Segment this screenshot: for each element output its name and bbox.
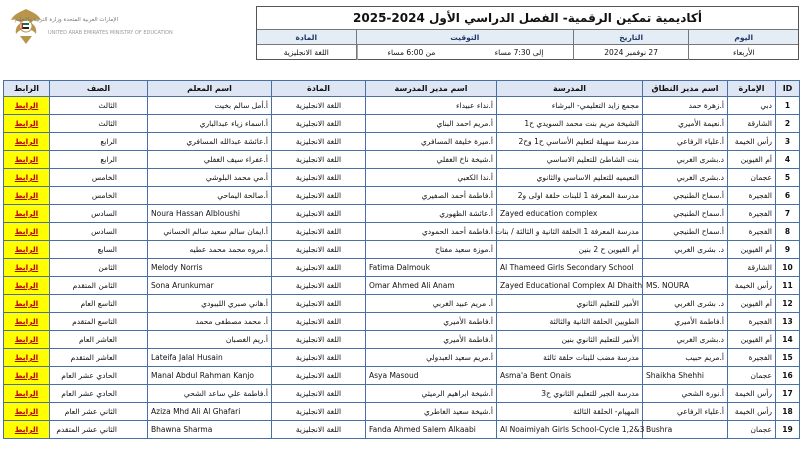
row-teacher: أ.عفراء سيف الغفلي bbox=[148, 151, 272, 169]
row-id: 15 bbox=[776, 349, 800, 367]
row-principal: أ.ندا الكعبي bbox=[366, 169, 497, 187]
row-school: الأمير للتعليم الثانوي bbox=[497, 295, 643, 313]
row-id: 13 bbox=[776, 313, 800, 331]
table-row bbox=[4, 367, 800, 385]
row-grade: الرابع bbox=[50, 133, 148, 151]
row-subject: اللغة الانجليزية bbox=[272, 97, 366, 115]
row-teacher: أ.ايمان سالم سعيد سالم الحساني bbox=[148, 223, 272, 241]
row-school: النعيميه للتعليم الاساسي والثانوي bbox=[497, 169, 643, 187]
ministry-logo bbox=[2, 2, 173, 52]
col-header-grade: الصف bbox=[50, 81, 148, 97]
row-emirate: الفجيرة bbox=[728, 313, 776, 331]
row-subject: اللغة الانجليزية bbox=[272, 241, 366, 259]
row-zone-manager: أ.نورة الشحي bbox=[643, 385, 728, 403]
row-grade: التاسع المتقدم bbox=[50, 313, 148, 331]
row-grade: التاسع العام bbox=[50, 295, 148, 313]
page-title: أكاديمية تمكين الرقمية- الفصل الدراسي الأول 2024-2025 bbox=[353, 11, 702, 25]
row-zone-manager: Shaikha Shehhi bbox=[643, 367, 728, 385]
row-zone-manager: أ.سماح الطنيجي bbox=[643, 223, 728, 241]
row-zone-manager: د. بشرى الغربي bbox=[643, 241, 728, 259]
row-zone-manager: أ.علياء الرفاعي bbox=[643, 403, 728, 421]
row-id: 12 bbox=[776, 295, 800, 313]
table-row bbox=[4, 115, 800, 133]
row-link-cell bbox=[4, 187, 50, 205]
table-row bbox=[4, 295, 800, 313]
row-teacher: أ.عائشة عبدالله المسافري bbox=[148, 133, 272, 151]
col-header-link: الرابط bbox=[4, 81, 50, 97]
row-grade: العاشر العام bbox=[50, 331, 148, 349]
row-grade: الثالث bbox=[50, 115, 148, 133]
col-header-subject: المادة bbox=[272, 81, 366, 97]
session-info-values bbox=[257, 44, 798, 60]
session-link[interactable]: الرابط bbox=[4, 385, 49, 402]
row-teacher: أ.فاطمة علي ساعد الشحي bbox=[148, 385, 272, 403]
row-subject: اللغة الانجليزية bbox=[272, 349, 366, 367]
row-zone-manager: د.بشرى الغربي bbox=[643, 331, 728, 349]
row-principal: أ. مريم عبيد الغربي bbox=[366, 295, 497, 313]
row-school: مدرسة المعرفة 1 الحلقة الثانية و الثالثة / بنات bbox=[497, 223, 643, 241]
table-row bbox=[4, 385, 800, 403]
row-school: مدرسة الجير للتعليم الثانوي ح3 bbox=[497, 385, 643, 403]
row-teacher: Aziza Mhd Ali Al Ghafari bbox=[148, 403, 272, 421]
row-school: المهيام- الحلقة الثالثة bbox=[497, 403, 643, 421]
row-teacher: أ. محمد مصطفى محمد bbox=[148, 313, 272, 331]
row-subject: اللغة الانجليزية bbox=[272, 169, 366, 187]
row-grade: السابع bbox=[50, 241, 148, 259]
row-principal: أ.فاطمة الأميري bbox=[366, 331, 497, 349]
row-principal: أ.مريم احمد البناي bbox=[366, 115, 497, 133]
row-subject: اللغة الانجليزية bbox=[272, 223, 366, 241]
row-principal: Fatima Dalmouk bbox=[366, 259, 497, 277]
row-id: 8 bbox=[776, 223, 800, 241]
row-school: Al Thameed Girls Secondary School bbox=[497, 259, 643, 277]
row-link-cell bbox=[4, 367, 50, 385]
row-teacher: أ.اسماء زياء عبدالباري bbox=[148, 115, 272, 133]
row-subject: اللغة الانجليزية bbox=[272, 115, 366, 133]
table-row bbox=[4, 313, 800, 331]
row-principal: Fanda Ahmed Salem Alkaabi bbox=[366, 421, 497, 439]
row-subject: اللغة الانجليزية bbox=[272, 313, 366, 331]
session-link[interactable]: الرابط bbox=[4, 187, 49, 204]
row-grade: الثاني عشر العام bbox=[50, 403, 148, 421]
row-emirate: رأس الخيمة bbox=[728, 385, 776, 403]
row-principal: أ.شيخة ناخ الغفلي bbox=[366, 151, 497, 169]
logo-text-english: UNITED ARAB EMIRATES MINISTRY OF EDUCATION bbox=[48, 30, 173, 36]
row-zone-manager: د.بشرى الغربي bbox=[643, 151, 728, 169]
row-grade: الثامن bbox=[50, 259, 148, 277]
row-zone-manager: أ.زهرة حمد bbox=[643, 97, 728, 115]
row-emirate: أم القيوين bbox=[728, 295, 776, 313]
row-id: 6 bbox=[776, 187, 800, 205]
session-link[interactable]: الرابط bbox=[4, 259, 49, 276]
row-zone-manager: أ.سماح الطنيجي bbox=[643, 187, 728, 205]
row-subject: اللغة الانجليزية bbox=[272, 403, 366, 421]
row-subject: اللغة الانجليزية bbox=[272, 277, 366, 295]
row-link-cell bbox=[4, 205, 50, 223]
session-link[interactable]: الرابط bbox=[4, 151, 49, 168]
session-link[interactable]: الرابط bbox=[4, 349, 49, 366]
row-link-cell bbox=[4, 169, 50, 187]
table-row bbox=[4, 223, 800, 241]
row-zone-manager: أ.مريم حبيب bbox=[643, 349, 728, 367]
row-emirate: الشارقة bbox=[728, 115, 776, 133]
table-row bbox=[4, 259, 800, 277]
row-zone-manager bbox=[643, 259, 728, 277]
col-header-teacher: اسم المعلم bbox=[148, 81, 272, 97]
row-teacher: أ.مروه محمد محمد عطيه bbox=[148, 241, 272, 259]
row-id: 17 bbox=[776, 385, 800, 403]
row-subject: اللغة الانجليزية bbox=[272, 259, 366, 277]
row-emirate: دبي bbox=[728, 97, 776, 115]
row-school: مدرسة المعرفة 1 للبنات حلقة اولى و2 bbox=[497, 187, 643, 205]
row-link-cell bbox=[4, 385, 50, 403]
row-id: 10 bbox=[776, 259, 800, 277]
row-teacher: أ.صالحة اليماحي bbox=[148, 187, 272, 205]
row-school: الأمير للتعليم الثانوي بنين bbox=[497, 331, 643, 349]
session-link[interactable]: الرابط bbox=[4, 421, 49, 438]
table-row bbox=[4, 403, 800, 421]
row-emirate: أم القيوين bbox=[728, 151, 776, 169]
row-emirate: أم القيوين bbox=[728, 241, 776, 259]
session-info-box bbox=[256, 6, 799, 60]
row-subject: اللغة الانجليزية bbox=[272, 187, 366, 205]
row-grade: الخامس bbox=[50, 169, 148, 187]
value-time-from: من 6:00 مساء bbox=[357, 45, 466, 60]
row-principal: أ.فاطمة أحمد الصفيري bbox=[366, 187, 497, 205]
row-link-cell bbox=[4, 97, 50, 115]
row-zone-manager: د.بشرى الغربي bbox=[643, 169, 728, 187]
row-grade: السادس bbox=[50, 205, 148, 223]
value-day: الأربعاء bbox=[688, 45, 798, 60]
row-id: 11 bbox=[776, 277, 800, 295]
row-teacher: Manal Abdul Rahman Kanjo bbox=[148, 367, 272, 385]
session-link[interactable]: الرابط bbox=[4, 205, 49, 222]
col-header-principal: اسم مدير المدرسة bbox=[366, 81, 497, 97]
row-id: 5 bbox=[776, 169, 800, 187]
row-teacher: أ.أمل سالم بخيت bbox=[148, 97, 272, 115]
label-day: اليوم bbox=[688, 30, 798, 45]
label-subject: المادة bbox=[295, 33, 318, 42]
row-school: Zayed Educational Complex Al Dhaith bbox=[497, 277, 643, 295]
row-link-cell bbox=[4, 241, 50, 259]
row-link-cell bbox=[4, 295, 50, 313]
row-emirate: عجمان bbox=[728, 421, 776, 439]
row-school: أم القيوين ح 2 بنين bbox=[497, 241, 643, 259]
col-header-id: ID bbox=[776, 81, 800, 97]
row-zone-manager: Bushra bbox=[643, 421, 728, 439]
session-link[interactable]: الرابط bbox=[4, 241, 49, 258]
row-link-cell bbox=[4, 115, 50, 133]
row-emirate: الفجيرة bbox=[728, 205, 776, 223]
row-teacher: Lateifa Jalal Husain bbox=[148, 349, 272, 367]
value-subject: اللغة الانجليزية bbox=[283, 48, 329, 57]
row-teacher: أ.هاني صبري الليبودي bbox=[148, 295, 272, 313]
session-link[interactable]: الرابط bbox=[4, 97, 49, 114]
value-time bbox=[356, 45, 573, 60]
label-date: التاريخ bbox=[573, 30, 689, 45]
row-emirate: أم القيوين bbox=[728, 331, 776, 349]
table-header-row bbox=[4, 81, 800, 97]
row-id: 2 bbox=[776, 115, 800, 133]
row-zone-manager: أ.نعيمة الأميري bbox=[643, 115, 728, 133]
label-time: التوقيت bbox=[356, 30, 573, 45]
col-header-zone-manager: اسم مدير النطاق bbox=[643, 81, 728, 97]
row-emirate: عجمان bbox=[728, 367, 776, 385]
row-link-cell bbox=[4, 277, 50, 295]
row-subject: اللغة الانجليزية bbox=[272, 151, 366, 169]
row-principal: أ.فاطمة الأميري bbox=[366, 313, 497, 331]
row-id: 9 bbox=[776, 241, 800, 259]
table-row bbox=[4, 277, 800, 295]
row-id: 14 bbox=[776, 331, 800, 349]
row-teacher: Sona Arunkumar bbox=[148, 277, 272, 295]
table-row bbox=[4, 97, 800, 115]
row-emirate: رأس الخيمة bbox=[728, 277, 776, 295]
row-link-cell bbox=[4, 331, 50, 349]
row-emirate: رأس الخيمة bbox=[728, 403, 776, 421]
table-body bbox=[4, 97, 800, 439]
session-link[interactable]: الرابط bbox=[4, 115, 49, 132]
row-school: بنت الشاطئ للتعليم الاساسي bbox=[497, 151, 643, 169]
uae-emblem-icon bbox=[8, 6, 44, 46]
row-subject: اللغة الانجليزية bbox=[272, 421, 366, 439]
row-id: 18 bbox=[776, 403, 800, 421]
row-link-cell bbox=[4, 313, 50, 331]
session-link[interactable]: الرابط bbox=[4, 295, 49, 312]
row-school: مجمع زايد التعليمي- البرشاء bbox=[497, 97, 643, 115]
row-principal: Asya Masoud bbox=[366, 367, 497, 385]
row-link-cell bbox=[4, 349, 50, 367]
row-subject: اللغة الانجليزية bbox=[272, 295, 366, 313]
session-link[interactable]: الرابط bbox=[4, 223, 49, 240]
row-subject: اللغة الانجليزية bbox=[272, 205, 366, 223]
row-teacher: Bhawna Sharma bbox=[148, 421, 272, 439]
row-principal: أ.مريم سعيد العبدولي bbox=[366, 349, 497, 367]
row-teacher: أ.ريم الغصبان bbox=[148, 331, 272, 349]
row-grade: الثاني عشر المتقدم bbox=[50, 421, 148, 439]
row-zone-manager: أ.سماح الطنيجي bbox=[643, 205, 728, 223]
row-principal: أ.نداء عبيداء bbox=[366, 97, 497, 115]
row-principal: أ.موزة سعيد مفتاح bbox=[366, 241, 497, 259]
row-school: الشيخة مريم بنت محمد السويدي ح1 bbox=[497, 115, 643, 133]
session-link[interactable]: الرابط bbox=[4, 367, 49, 384]
row-principal: أ.فاطمة أحمد الحمودي bbox=[366, 223, 497, 241]
row-school: مدرسة مضب للبنات حلقة ثالثة bbox=[497, 349, 643, 367]
row-school: Asma'a Bent Onais bbox=[497, 367, 643, 385]
table-row bbox=[4, 169, 800, 187]
row-school: Zayed education complex bbox=[497, 205, 643, 223]
row-link-cell bbox=[4, 133, 50, 151]
row-principal: أ.ميرة خليفة المسافري bbox=[366, 133, 497, 151]
schedule-table bbox=[3, 80, 800, 439]
session-link[interactable]: الرابط bbox=[4, 169, 49, 186]
row-emirate: رأس الخيمة bbox=[728, 133, 776, 151]
session-link[interactable]: الرابط bbox=[4, 313, 49, 330]
session-link[interactable]: الرابط bbox=[4, 277, 49, 294]
row-subject: اللغة الانجليزية bbox=[272, 133, 366, 151]
row-grade: الحادي عشر العام bbox=[50, 367, 148, 385]
row-id: 19 bbox=[776, 421, 800, 439]
row-id: 16 bbox=[776, 367, 800, 385]
row-principal: Omar Ahmed Ali Anam bbox=[366, 277, 497, 295]
row-teacher: Noura Hassan Albloushi bbox=[148, 205, 272, 223]
row-grade: الرابع bbox=[50, 151, 148, 169]
row-grade: السادس bbox=[50, 223, 148, 241]
row-subject: اللغة الانجليزية bbox=[272, 385, 366, 403]
row-emirate: الفجيرة bbox=[728, 349, 776, 367]
row-zone-manager: أ.فاطمة الأميري bbox=[643, 313, 728, 331]
table-row bbox=[4, 151, 800, 169]
table-row bbox=[4, 421, 800, 439]
row-principal: أ.شيخة سعيد الغاطري bbox=[366, 403, 497, 421]
row-teacher: أ.مي محمد البلوشي bbox=[148, 169, 272, 187]
row-grade: الثامن المتقدم bbox=[50, 277, 148, 295]
table-row bbox=[4, 331, 800, 349]
row-id: 4 bbox=[776, 151, 800, 169]
row-principal: أ.عائشة الظهوري bbox=[366, 205, 497, 223]
col-header-emirate: الإمارة bbox=[728, 81, 776, 97]
row-link-cell bbox=[4, 259, 50, 277]
row-school: مدرسة سهيلة لتعليم الأساسي ح1 وح2 bbox=[497, 133, 643, 151]
table-row bbox=[4, 241, 800, 259]
row-id: 7 bbox=[776, 205, 800, 223]
row-emirate: الشارقة bbox=[728, 259, 776, 277]
row-link-cell bbox=[4, 421, 50, 439]
table-row bbox=[4, 187, 800, 205]
session-link[interactable]: الرابط bbox=[4, 133, 49, 150]
session-info-labels bbox=[257, 29, 798, 45]
row-school: الطويين الحلقة الثانية والثالثة bbox=[497, 313, 643, 331]
row-grade: الثالث bbox=[50, 97, 148, 115]
session-link[interactable]: الرابط bbox=[4, 331, 49, 348]
row-subject: اللغة الانجليزية bbox=[272, 331, 366, 349]
value-date: 27 نوفمبر 2024 bbox=[573, 45, 689, 60]
row-teacher: Melody Norris bbox=[148, 259, 272, 277]
logo-text-arabic: الإمارات العربية المتحدة وزارة التربية والتعليم bbox=[14, 17, 118, 23]
table-row bbox=[4, 349, 800, 367]
row-emirate: الفجيرة bbox=[728, 223, 776, 241]
row-grade: الحادي عشر العام bbox=[50, 385, 148, 403]
value-time-to: إلى 7:30 مساء bbox=[494, 48, 544, 57]
row-grade: العاشر المتقدم bbox=[50, 349, 148, 367]
row-zone-manager: أ.علياء الرفاعي bbox=[643, 133, 728, 151]
row-subject: اللغة الانجليزية bbox=[272, 367, 366, 385]
row-link-cell bbox=[4, 223, 50, 241]
row-zone-manager: د. بشرى الغربي bbox=[643, 295, 728, 313]
row-link-cell bbox=[4, 151, 50, 169]
row-id: 3 bbox=[776, 133, 800, 151]
row-school: Al Noaimiyah Girls School-Cycle 1,2&3 bbox=[497, 421, 643, 439]
row-emirate: عجمان bbox=[728, 169, 776, 187]
row-principal: أ.شيخة ابراهيم الرميثي bbox=[366, 385, 497, 403]
table-row bbox=[4, 133, 800, 151]
row-link-cell bbox=[4, 403, 50, 421]
row-zone-manager: MS. NOURA bbox=[643, 277, 728, 295]
row-grade: الخامس bbox=[50, 187, 148, 205]
session-link[interactable]: الرابط bbox=[4, 403, 49, 420]
table-row bbox=[4, 205, 800, 223]
col-header-school: المدرسة bbox=[497, 81, 643, 97]
row-id: 1 bbox=[776, 97, 800, 115]
row-emirate: الفجيرة bbox=[728, 187, 776, 205]
